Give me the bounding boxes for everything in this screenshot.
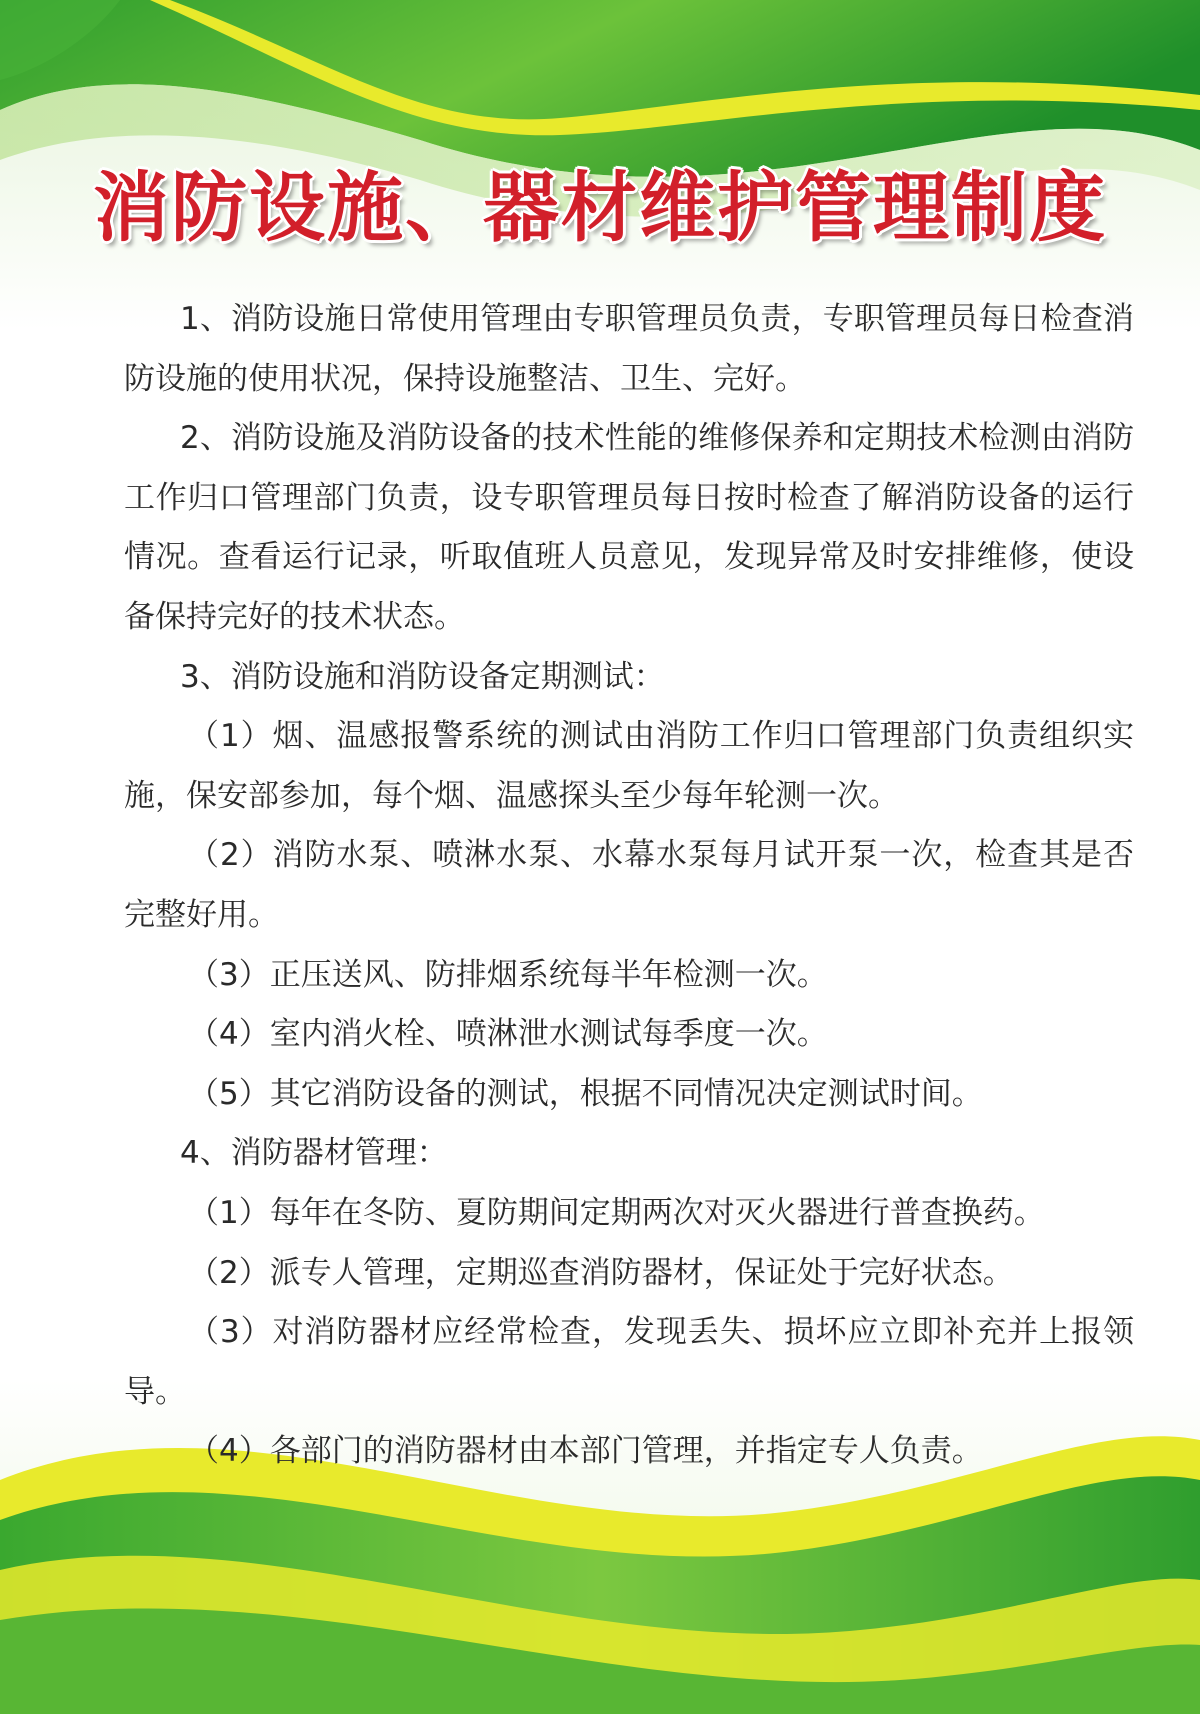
item-4-2: （2）派专人管理，定期巡查消防器材，保证处于完好状态。 bbox=[188, 1254, 1014, 1291]
item-3-2: （2）消防水泵、喷淋水泵、水幕水泵每月试开泵一次，检查其是否完整好用。 bbox=[124, 837, 1134, 933]
item-3-5: （5）其它消防设备的测试，根据不同情况决定测试时间。 bbox=[188, 1075, 983, 1112]
page-title: 消防设施、器材维护管理制度 bbox=[93, 163, 1107, 252]
item-4-heading: 4、消防器材管理： bbox=[180, 1135, 448, 1172]
item-2: 2、消防设施及消防设备的技术性能的维修保养和定期技术检测由消防工作归口管理部门负责，设专职管理员每日按时检查了解消防设备的运行情况。查看运行记录，听取值班人员意见，发现异常及时安排维修，使设备保持完好的技术状态。 bbox=[124, 420, 1134, 635]
item-3-1: （1）烟、温感报警系统的测试由消防工作归口管理部门负责组织实施，保安部参加，每个烟、温感探头至少每年轮测一次。 bbox=[124, 718, 1134, 814]
item-4-4: （4）各部门的消防器材由本部门管理，并指定专人负责。 bbox=[188, 1433, 983, 1470]
item-3-4: （4）室内消火栓、喷淋泄水测试每季度一次。 bbox=[188, 1016, 828, 1053]
item-3-3: （3）正压送风、防排烟系统每半年检测一次。 bbox=[188, 956, 828, 993]
regulation-body bbox=[124, 290, 1134, 1482]
item-3-heading: 3、消防设施和消防设备定期测试： bbox=[180, 658, 665, 695]
item-4-1: （1）每年在冬防、夏防期间定期两次对灭火器进行普查换药。 bbox=[188, 1194, 1045, 1231]
item-4-3: （3）对消防器材应经常检查，发现丢失、损坏应立即补充并上报领导。 bbox=[124, 1314, 1134, 1410]
item-1: 1、消防设施日常使用管理由专职管理员负责，专职管理员每日检查消防设施的使用状况，保持设施整洁、卫生、完好。 bbox=[124, 301, 1134, 397]
